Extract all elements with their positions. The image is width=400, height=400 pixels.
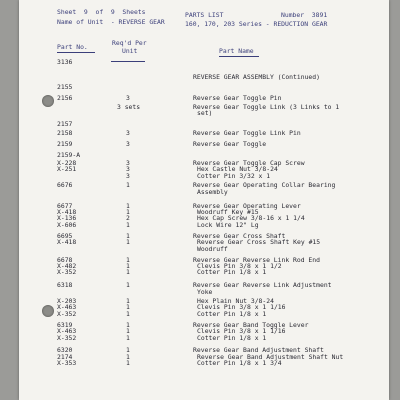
part-name: Lock Wire 12" Lg	[197, 221, 259, 229]
parts-list-page	[19, 0, 389, 400]
part-number: X-251	[57, 165, 77, 173]
part-number: 2159	[57, 140, 73, 148]
required-quantity: 1	[126, 353, 130, 361]
part-number: 6676	[57, 181, 73, 189]
part-name: Woodruff Key #15	[197, 208, 259, 216]
punch-hole	[42, 305, 54, 317]
series-label: 160, 170, 203 Series - REDUCTION GEAR	[185, 20, 328, 28]
part-name: Clevis Pin 3/8 x 1 1/2	[197, 262, 282, 270]
part-name: Reverse Gear Toggle Pin	[193, 94, 282, 102]
part-number: X-228	[57, 159, 77, 167]
column-header-req-line2: Unit	[122, 47, 138, 55]
list-number: Number 3891	[281, 11, 328, 19]
punch-hole	[42, 95, 54, 107]
part-name: Clevis Pin 3/8 x 1 1/16	[197, 327, 286, 335]
part-number: X-203	[57, 297, 77, 305]
part-name: Hex Castle Nut 3/8-24	[197, 165, 278, 173]
part-name: Hex Plain Nut 3/8-24	[197, 297, 274, 305]
required-quantity: 1	[126, 202, 130, 210]
part-number: X-136	[57, 214, 77, 222]
required-quantity: 1	[126, 303, 130, 311]
required-quantity: 1	[126, 310, 130, 318]
part-number: 2158	[57, 129, 73, 137]
required-quantity: 1	[126, 297, 130, 305]
required-quantity: 3	[126, 129, 130, 137]
required-quantity: 3 sets	[117, 103, 141, 111]
part-name: Cotter Pin 1/8 x 1	[197, 310, 267, 318]
part-number: X-606	[57, 221, 77, 229]
part-name: Reverse Gear Toggle	[193, 140, 267, 148]
required-quantity: 3	[126, 140, 130, 148]
part-name: Yoke	[197, 288, 213, 296]
required-quantity: 3	[126, 94, 130, 102]
required-quantity: 3	[126, 165, 130, 173]
part-name: Cotter Pin 3/32 x 1	[197, 172, 271, 180]
required-quantity: 1	[126, 346, 130, 354]
part-number: 3136	[57, 58, 73, 66]
part-number: X-482	[57, 262, 77, 270]
parts-list-title: PARTS LIST	[185, 11, 224, 19]
column-underline	[57, 52, 95, 53]
required-quantity: 1	[126, 281, 130, 289]
part-name: Reverse Gear Toggle Link (3 Links to 1	[193, 103, 340, 111]
part-number: 6677	[57, 202, 73, 210]
part-number: 2157	[57, 120, 73, 128]
part-number: X-353	[57, 359, 77, 367]
part-name: Hex Cap Screw 3/8-16 x 1 1/4	[197, 214, 305, 222]
required-quantity: 3	[126, 159, 130, 167]
part-number: 6678	[57, 256, 73, 264]
unit-name: Name of Unit - REVERSE GEAR	[57, 18, 165, 26]
part-name: Reverse Gear Band Adjustment Shaft	[193, 346, 324, 354]
part-number: 2174	[57, 353, 73, 361]
part-name: Cotter Pin 1/8 x 1	[197, 334, 267, 342]
required-quantity: 1	[126, 327, 130, 335]
part-name: Reverse Gear Reverse Link Rod End	[193, 256, 320, 264]
required-quantity: 1	[126, 256, 130, 264]
part-number: 2155	[57, 83, 73, 91]
part-name: REVERSE GEAR ASSEMBLY (Continued)	[193, 73, 320, 81]
column-header-part-no: Part No.	[57, 43, 88, 51]
part-number: X-463	[57, 327, 77, 335]
part-number: X-418	[57, 208, 77, 216]
part-number: 6318	[57, 281, 73, 289]
required-quantity: 1	[126, 268, 130, 276]
part-name: Clevis Pin 3/8 x 1 1/16	[197, 303, 286, 311]
required-quantity: 3	[126, 172, 130, 180]
column-header-req-line1: Req'd Per	[112, 39, 147, 47]
part-number: X-418	[57, 238, 77, 246]
required-quantity: 1	[126, 208, 130, 216]
part-name: Reverse Gear Toggle Cap Screw	[193, 159, 305, 167]
column-underline	[111, 61, 145, 62]
part-name: Reverse Gear Operating Lever	[193, 202, 301, 210]
part-name: Reverse Gear Band Adjustment Shaft Nut	[197, 353, 344, 361]
part-name: set)	[197, 109, 213, 117]
part-number: X-352	[57, 310, 77, 318]
column-underline	[219, 56, 259, 57]
part-name: Assembly	[197, 188, 228, 196]
part-number: 6695	[57, 232, 73, 240]
part-number: 6320	[57, 346, 73, 354]
required-quantity: 1	[126, 334, 130, 342]
sheet-count: Sheet 9 of 9 Sheets	[57, 8, 146, 16]
part-name: Reverse Gear Operating Collar Bearing	[193, 181, 336, 189]
part-number: 2156	[57, 94, 73, 102]
part-name: Reverse Gear Band Toggle Lever	[193, 321, 309, 329]
required-quantity: 1	[126, 221, 130, 229]
part-name: Reverse Gear Cross Shaft	[193, 232, 286, 240]
part-name: Woodruff	[197, 245, 228, 253]
part-name: Reverse Gear Reverse Link Adjustment	[193, 281, 332, 289]
part-number: X-463	[57, 303, 77, 311]
part-number: 6319	[57, 321, 73, 329]
required-quantity: 2	[126, 214, 130, 222]
required-quantity: 1	[126, 232, 130, 240]
part-name: Cotter Pin 1/8 x 1	[197, 268, 267, 276]
part-number: X-352	[57, 334, 77, 342]
part-name: Reverse Gear Toggle Link Pin	[193, 129, 301, 137]
required-quantity: 1	[126, 238, 130, 246]
part-name: Reverse Gear Cross Shaft Key #15	[197, 238, 321, 246]
required-quantity: 1	[126, 262, 130, 270]
part-number: 2159-A	[57, 151, 81, 159]
required-quantity: 1	[126, 181, 130, 189]
part-name: Cotter Pin 1/8 x 1 3/4	[197, 359, 282, 367]
required-quantity: 1	[126, 359, 130, 367]
column-header-part-name: Part Name	[219, 47, 254, 55]
required-quantity: 1	[126, 321, 130, 329]
part-number: X-352	[57, 268, 77, 276]
